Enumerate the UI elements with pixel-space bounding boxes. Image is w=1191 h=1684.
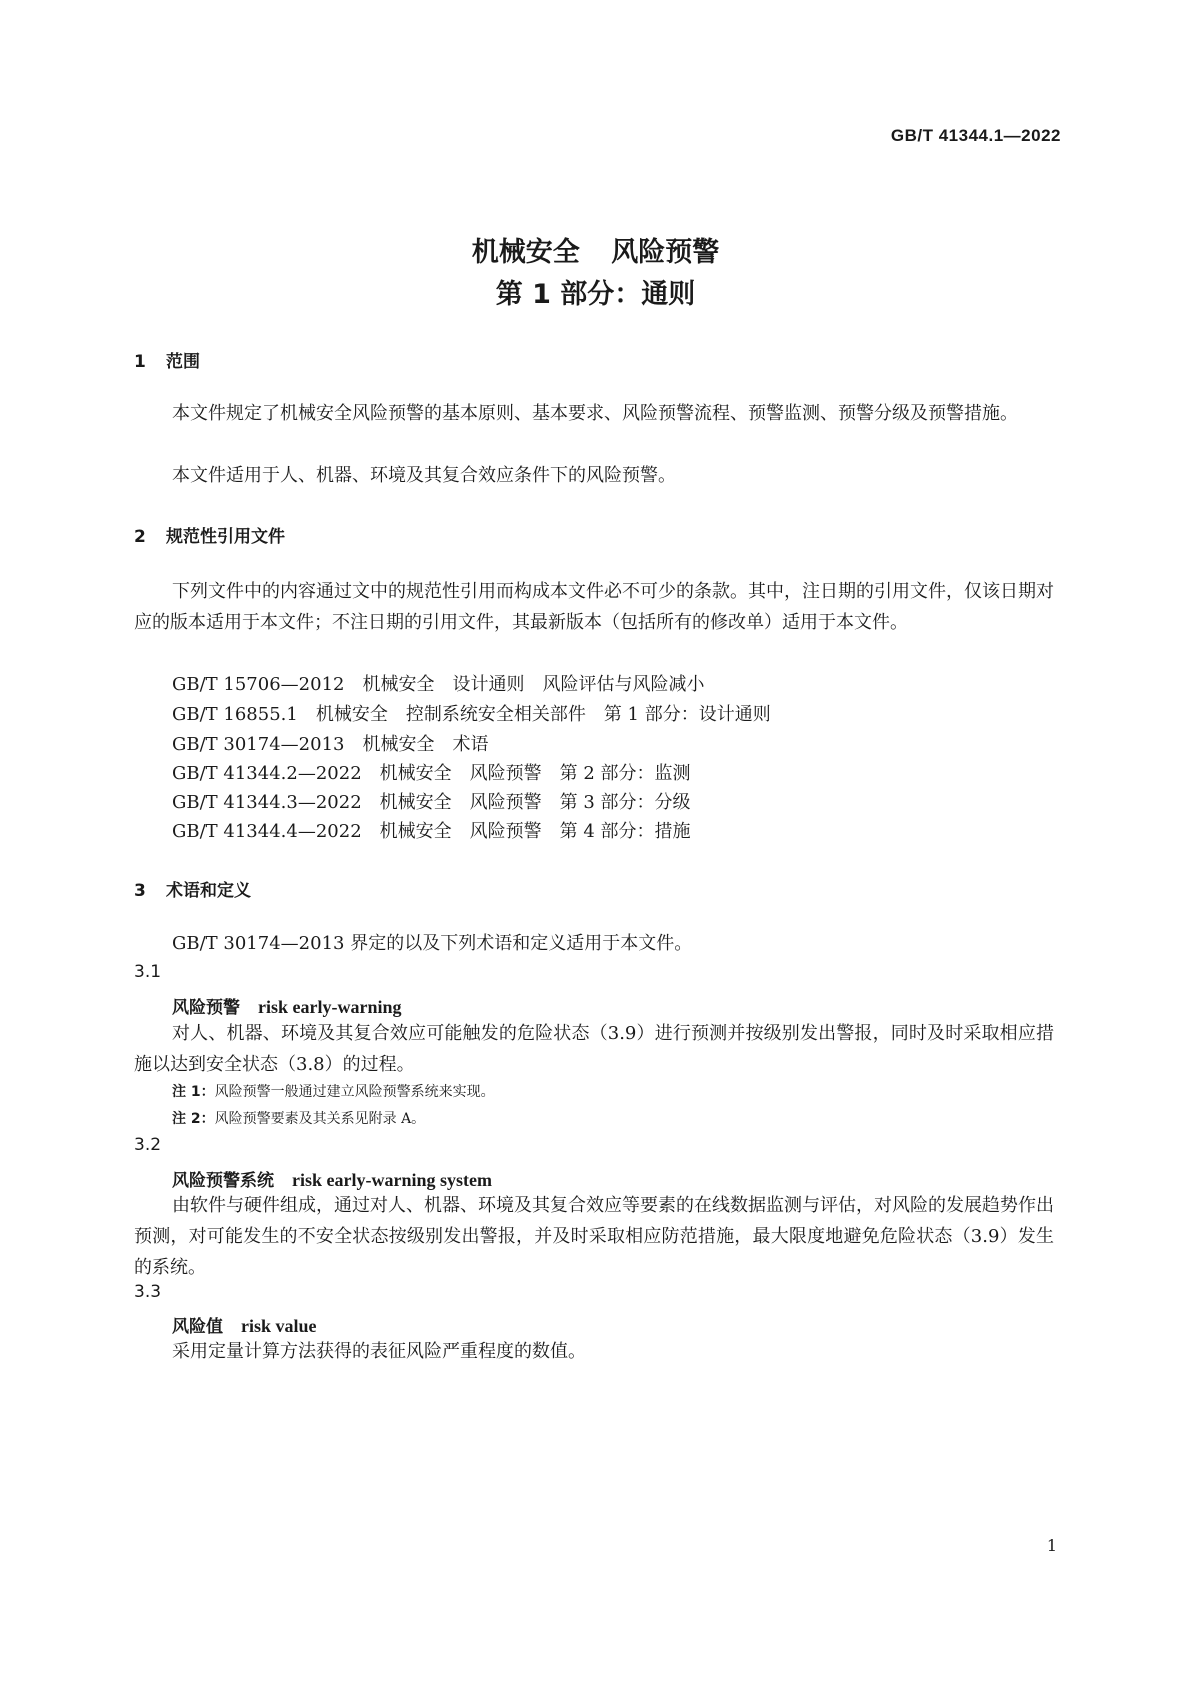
reference-item: GB/T 41344.2—2022 机械安全 风险预警 第 2 部分：监测 bbox=[172, 763, 691, 784]
document-title-line2: 第 1 部分：通则 bbox=[495, 279, 696, 310]
section-2-heading bbox=[134, 522, 285, 547]
reference-item: GB/T 41344.4—2022 机械安全 风险预警 第 4 部分：措施 bbox=[172, 821, 691, 842]
section-3-intro: GB/T 30174—2013 界定的以及下列术语和定义适用于本文件。 bbox=[172, 933, 693, 954]
note-text: 风险预警要素及其关系见附录 A。 bbox=[214, 1111, 426, 1127]
note-label: 注 2： bbox=[172, 1111, 215, 1127]
reference-item: GB/T 41344.3—2022 机械安全 风险预警 第 3 部分：分级 bbox=[172, 792, 691, 813]
section-1-heading bbox=[134, 347, 200, 372]
term-definition: 采用定量计算方法获得的表征风险严重程度的数值。 bbox=[172, 1341, 586, 1362]
clause-number: 3.2 bbox=[134, 1135, 162, 1155]
clause-number: 3.3 bbox=[134, 1282, 162, 1302]
term-note bbox=[172, 1081, 495, 1101]
term-cn: 风险预警系统 bbox=[172, 1171, 274, 1191]
reference-item: GB/T 30174—2013 机械安全 术语 bbox=[172, 734, 489, 755]
term-definition: 由软件与硬件组成，通过对人、机器、环境及其复合效应等要素的在线数据监测与评估，对风险的发展趋势作出预测，对可能发生的不安全状态按级别发出警报，并及时采取相应防范措施，最大限度地避免危险状态（3.9）发生的系统。 bbox=[134, 1195, 1054, 1278]
reference-item: GB/T 16855.1 机械安全 控制系统安全相关部件 第 1 部分：设计通则 bbox=[172, 704, 771, 725]
term-note bbox=[172, 1108, 425, 1128]
section-number: 2 bbox=[134, 527, 146, 547]
section-number: 1 bbox=[134, 352, 146, 372]
section-title: 规范性引用文件 bbox=[166, 527, 285, 547]
term-cn: 风险值 bbox=[172, 1317, 223, 1337]
page-number: 1 bbox=[1046, 1536, 1057, 1555]
section-1-paragraph-2: 本文件适用于人、机器、环境及其复合效应条件下的风险预警。 bbox=[172, 465, 676, 486]
section-title: 范围 bbox=[166, 352, 200, 372]
term-en: risk early-warning bbox=[258, 997, 402, 1017]
term-en: risk early-warning system bbox=[292, 1170, 492, 1190]
note-label: 注 1： bbox=[172, 1084, 215, 1100]
document-title-line1: 机械安全 风险预警 bbox=[471, 237, 720, 268]
section-number: 3 bbox=[134, 881, 146, 901]
reference-item: GB/T 15706—2012 机械安全 设计通则 风险评估与风险减小 bbox=[172, 674, 705, 695]
term-definition: 对人、机器、环境及其复合效应可能触发的危险状态（3.9）进行预测并按级别发出警报，同时及时采取相应措施以达到安全状态（3.8）的过程。 bbox=[134, 1023, 1054, 1075]
section-1-paragraph-1: 本文件规定了机械安全风险预警的基本原则、基本要求、风险预警流程、预警监测、预警分级及预警措施。 bbox=[172, 403, 1018, 424]
term-heading bbox=[172, 1166, 492, 1191]
term-heading bbox=[172, 993, 402, 1018]
section-3-heading bbox=[134, 876, 251, 901]
standard-code: GB/T 41344.1—2022 bbox=[890, 126, 1061, 145]
note-text: 风险预警一般通过建立风险预警系统来实现。 bbox=[214, 1084, 495, 1100]
term-heading bbox=[172, 1312, 317, 1337]
section-title: 术语和定义 bbox=[166, 881, 251, 901]
term-en: risk value bbox=[241, 1316, 317, 1336]
section-2-intro: 下列文件中的内容通过文中的规范性引用而构成本文件必不可少的条款。其中，注日期的引用文件，仅该日期对应的版本适用于本文件；不注日期的引用文件，其最新版本（包括所有的修改单）适用于本文件。 bbox=[134, 581, 1054, 633]
clause-number: 3.1 bbox=[134, 962, 162, 982]
term-cn: 风险预警 bbox=[172, 998, 240, 1018]
